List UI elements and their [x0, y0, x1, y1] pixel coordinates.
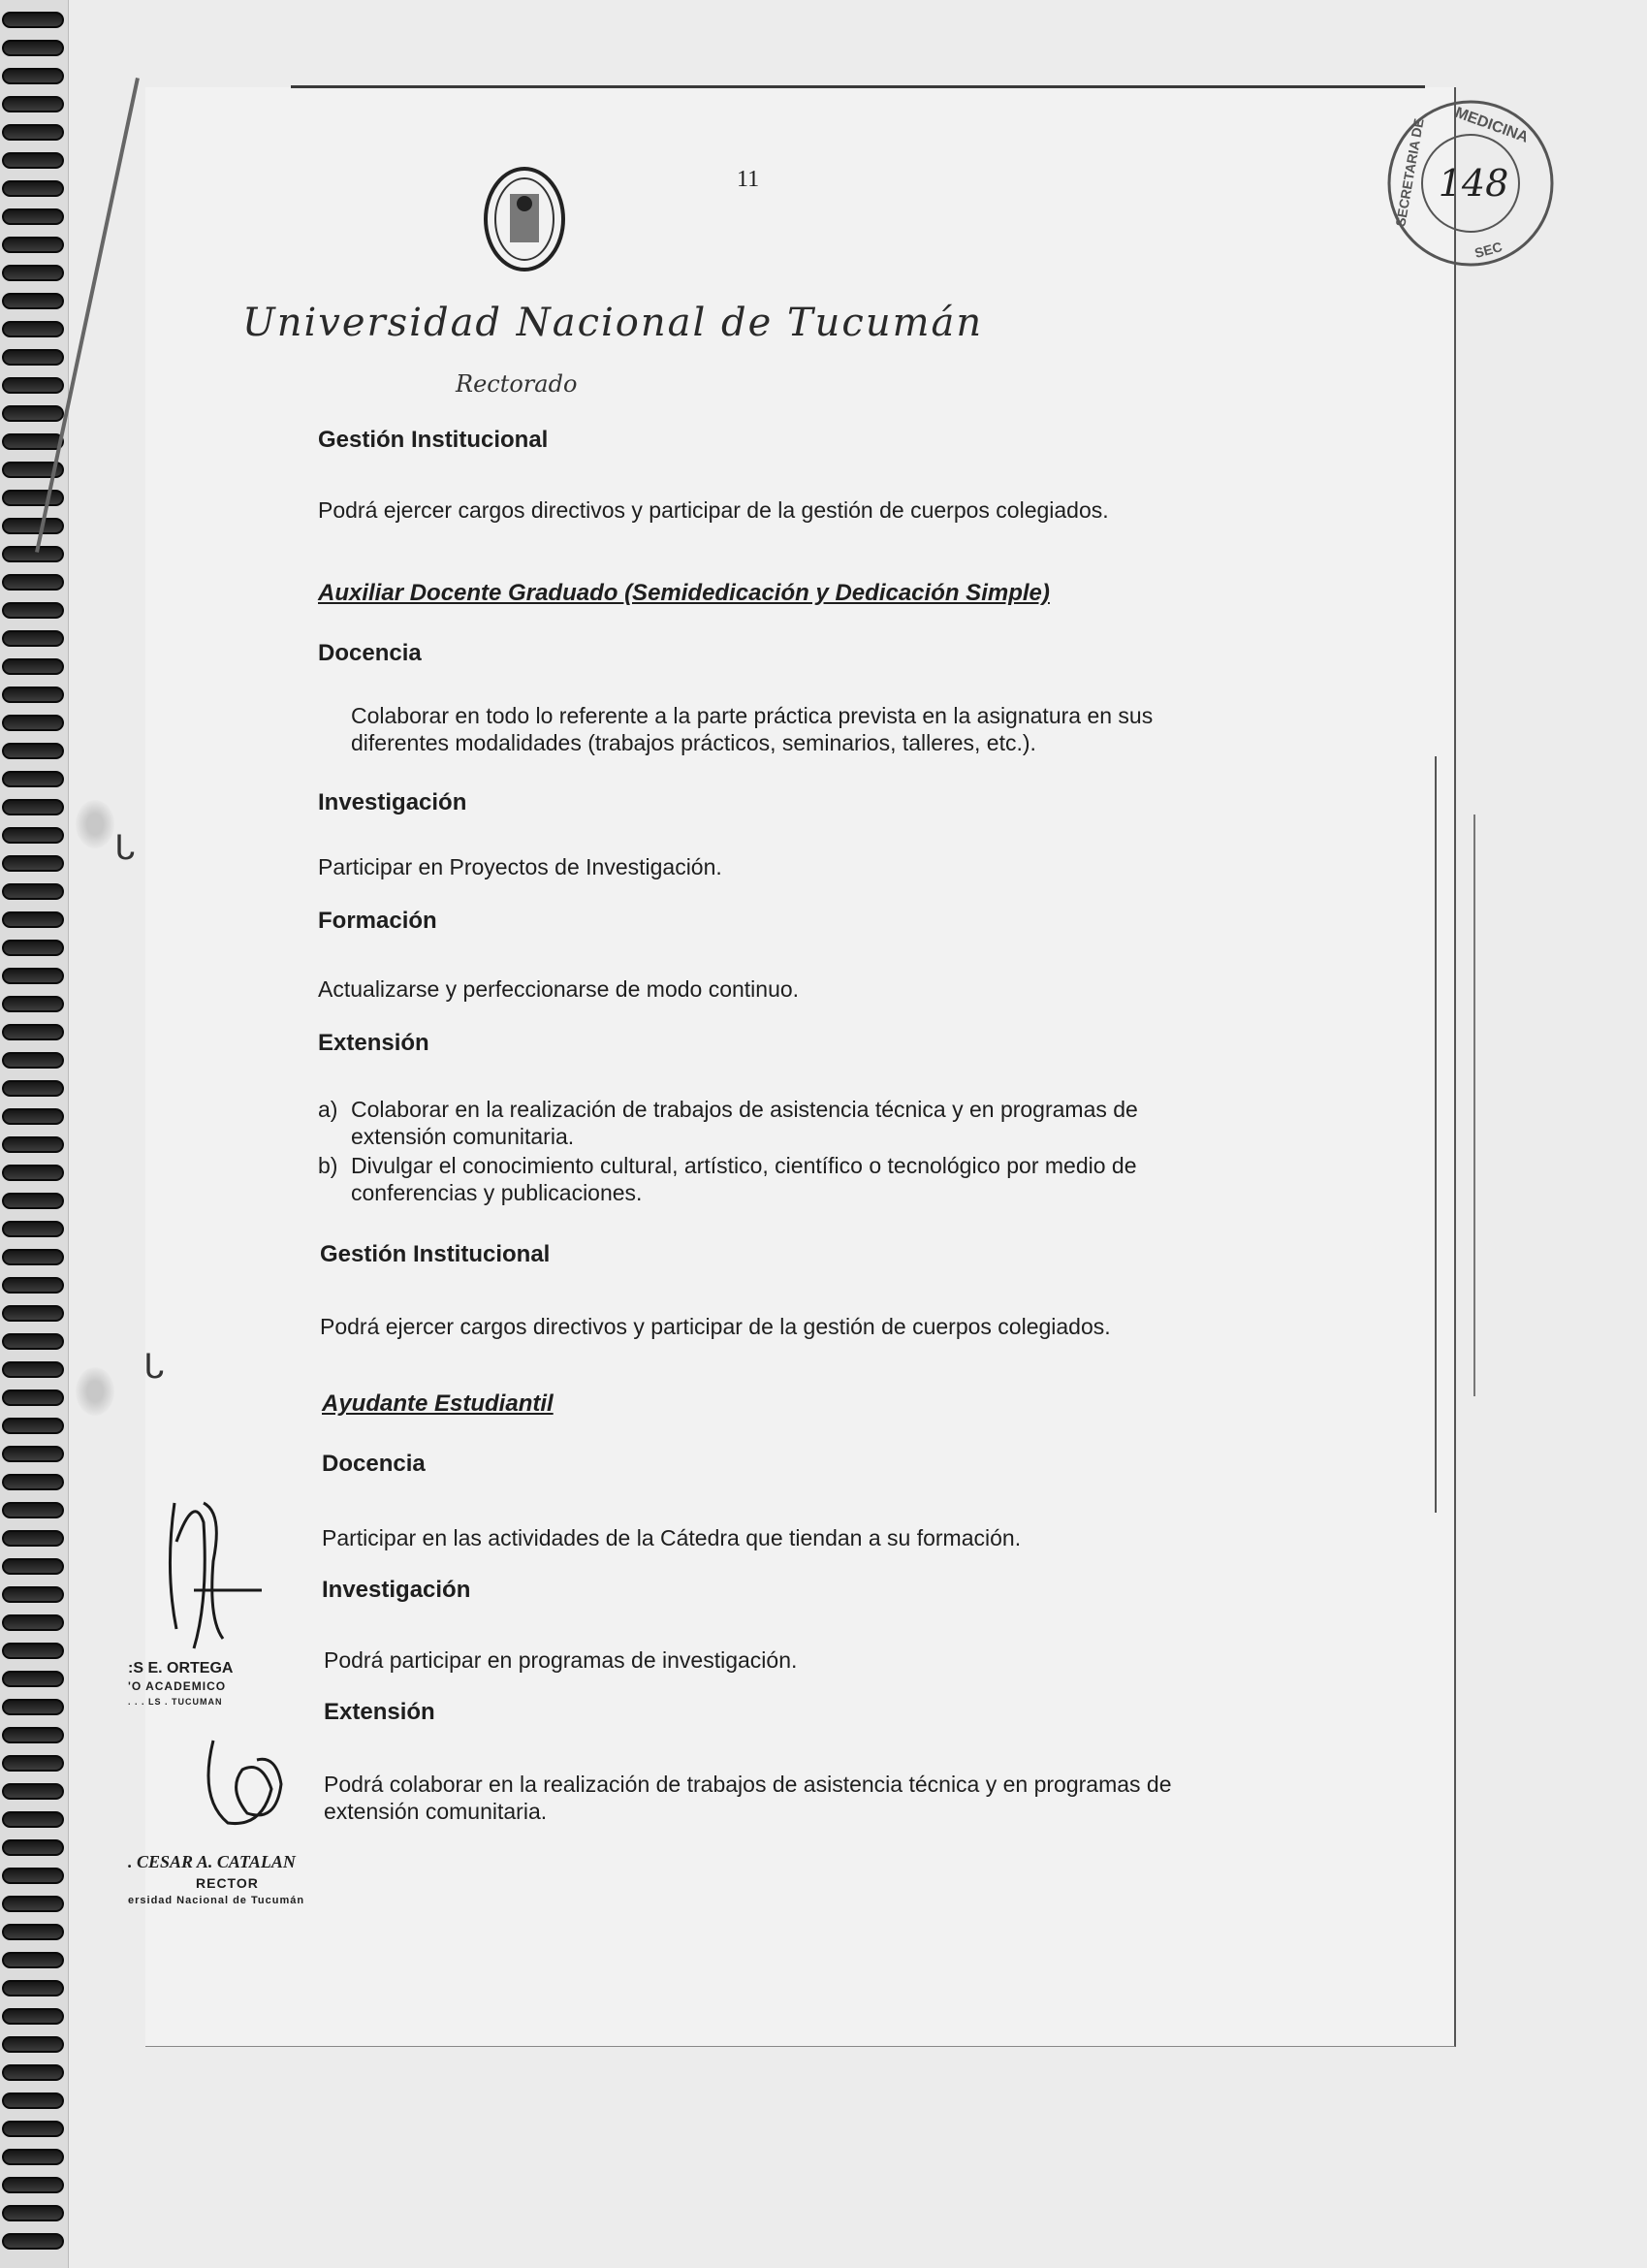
binding-ring [2, 630, 64, 647]
binding-ring [2, 1390, 64, 1406]
binding-ring [2, 1896, 64, 1912]
binding-ring [2, 40, 64, 56]
binding-ring [2, 1080, 64, 1097]
binding-ring [2, 855, 64, 872]
binding-ring [2, 1024, 64, 1040]
binding-ring [2, 1221, 64, 1237]
binding-ring [2, 1952, 64, 1968]
binding-ring [2, 1783, 64, 1800]
signatory-institution: . . . LS . TUCUMAN [128, 1697, 223, 1707]
binding-ring [2, 827, 64, 844]
document-page [145, 87, 1456, 2047]
binding-ring [2, 237, 64, 253]
list-item-text: Divulgar el conocimiento cultural, artístico, científico o tecnológico por medio de [351, 1153, 1137, 1178]
signatory-institution: ersidad Nacional de Tucumán [128, 1895, 305, 1906]
section-heading: Gestión Institucional [318, 427, 549, 453]
binding-ring [2, 152, 64, 169]
stamp-ring-text-bottom: SEC [1473, 239, 1504, 262]
binding-ring [2, 1361, 64, 1378]
stamp-ring-text-top: MEDICINA [1452, 104, 1531, 146]
university-name: Universidad Nacional de Tucumán [242, 301, 984, 345]
list-item-text: conferencias y publicaciones. [351, 1180, 643, 1205]
binding-ring [2, 2092, 64, 2109]
body-text: Actualizarse y perfeccionarse de modo continuo. [318, 976, 800, 1002]
body-text: diferentes modalidades (trabajos prácticos, seminarios, talleres, etc.). [351, 730, 1036, 755]
binding-ring [2, 1755, 64, 1772]
section-heading: Investigación [322, 1577, 471, 1603]
body-text: Colaborar en todo lo referente a la parte práctica prevista en la asignatura en sus [351, 703, 1154, 728]
binding-ring [2, 1136, 64, 1153]
page-edge-top [291, 85, 1425, 88]
binding-ring [2, 96, 64, 112]
section-heading: Gestión Institucional [320, 1241, 551, 1267]
section-heading: Docencia [322, 1451, 426, 1477]
role-title: Auxiliar Docente Graduado (Semidedicación y Dedicación Simple) [318, 580, 1050, 606]
binding-ring [2, 2233, 64, 2250]
binding-ring [2, 2064, 64, 2081]
office-name: Rectorado [456, 370, 578, 398]
binding-ring [2, 1586, 64, 1603]
section-heading: Formación [318, 908, 437, 934]
list-item-text: Colaborar en la realización de trabajos de asistencia técnica y en programas de [351, 1097, 1138, 1122]
binding-ring [2, 1671, 64, 1687]
binding-ring [2, 2008, 64, 2025]
binding-ring [2, 1699, 64, 1715]
body-text: Podrá participar en programas de investigación. [324, 1647, 798, 1673]
binding-ring [2, 1249, 64, 1265]
binding-ring [2, 996, 64, 1012]
binding-ring [2, 12, 64, 28]
body-text: Podrá ejercer cargos directivos y participar de la gestión de cuerpos colegiados. [320, 1314, 1111, 1339]
body-text: Participar en Proyectos de Investigación. [318, 854, 722, 879]
binding-ring [2, 208, 64, 225]
folio-stamp [1384, 97, 1557, 270]
binding-ring [2, 68, 64, 84]
binding-ring [2, 2149, 64, 2165]
binding-ring [2, 1727, 64, 1743]
handwritten-signature [194, 1731, 301, 1837]
binding-ring [2, 799, 64, 815]
binding-ring [2, 1418, 64, 1434]
binding-ring [2, 1868, 64, 1884]
stamp-ring-text-left: SECRETARIA DE [1392, 116, 1427, 228]
binding-ring [2, 1108, 64, 1125]
page-edge-right-2 [1473, 815, 1475, 1396]
binding-ring [2, 715, 64, 731]
list-marker: b) [318, 1153, 338, 1178]
list-marker: a) [318, 1097, 338, 1122]
binding-ring [2, 349, 64, 366]
binding-ring [2, 911, 64, 928]
binding-ring [2, 968, 64, 984]
binding-ring [2, 180, 64, 197]
university-seal-icon [483, 165, 566, 273]
section-heading: Docencia [318, 640, 422, 666]
binding-ring [2, 405, 64, 422]
binding-ring [2, 377, 64, 394]
binding-ring [2, 1165, 64, 1181]
body-text: extensión comunitaria. [324, 1799, 548, 1824]
binding-ring [2, 124, 64, 141]
spiral-binding [0, 0, 69, 2268]
section-heading: Extensión [324, 1699, 435, 1725]
signatory-name: :S E. ORTEGA [128, 1660, 234, 1677]
binding-ring [2, 940, 64, 956]
binding-ring [2, 546, 64, 562]
pen-mark: ᒐ [114, 830, 136, 867]
binding-ring [2, 1277, 64, 1294]
binding-ring [2, 1811, 64, 1828]
binding-ring [2, 883, 64, 900]
section-heading: Investigación [318, 789, 467, 815]
binding-ring [2, 1052, 64, 1069]
binding-ring [2, 518, 64, 534]
binding-ring [2, 2205, 64, 2221]
binding-ring [2, 2121, 64, 2137]
binding-ring [2, 602, 64, 619]
binding-ring [2, 265, 64, 281]
binding-ring [2, 321, 64, 337]
punch-hole [76, 1367, 114, 1416]
punch-hole [76, 800, 114, 848]
body-text: Podrá ejercer cargos directivos y participar de la gestión de cuerpos colegiados. [318, 497, 1109, 523]
signatory-title: 'O ACADEMICO [128, 1679, 227, 1693]
binding-ring [2, 1446, 64, 1462]
binding-ring [2, 1839, 64, 1856]
signatory-title: RECTOR [196, 1875, 259, 1891]
binding-ring [2, 658, 64, 675]
pen-mark: ᒐ [143, 1349, 165, 1386]
section-heading: Extensión [318, 1030, 429, 1056]
binding-ring [2, 1530, 64, 1547]
binding-ring [2, 1333, 64, 1350]
binding-ring [2, 2036, 64, 2053]
binding-ring [2, 433, 64, 450]
binding-ring [2, 1305, 64, 1322]
binding-ring [2, 490, 64, 506]
binding-ring [2, 1502, 64, 1518]
binding-ring [2, 574, 64, 591]
binding-ring [2, 1980, 64, 1996]
stamp-folio-number: 148 [1438, 162, 1509, 205]
body-text: Podrá colaborar en la realización de trabajos de asistencia técnica y en programas de [324, 1772, 1172, 1797]
page-edge-right [1435, 756, 1437, 1513]
handwritten-signature [155, 1484, 271, 1658]
binding-ring [2, 771, 64, 787]
binding-ring [2, 687, 64, 703]
role-title: Ayudante Estudiantil [322, 1390, 554, 1417]
binding-ring [2, 2177, 64, 2193]
binding-ring [2, 1643, 64, 1659]
binding-ring [2, 293, 64, 309]
body-text: Participar en las actividades de la Cátedra que tiendan a su formación. [322, 1525, 1022, 1550]
binding-ring [2, 1474, 64, 1490]
list-item-text: extensión comunitaria. [351, 1124, 575, 1149]
page-number: 11 [737, 167, 760, 192]
binding-ring [2, 743, 64, 759]
binding-ring [2, 1924, 64, 1940]
binding-ring [2, 1614, 64, 1631]
binding-ring [2, 1558, 64, 1575]
binding-ring [2, 1193, 64, 1209]
signatory-name: . CESAR A. CATALAN [128, 1852, 296, 1871]
